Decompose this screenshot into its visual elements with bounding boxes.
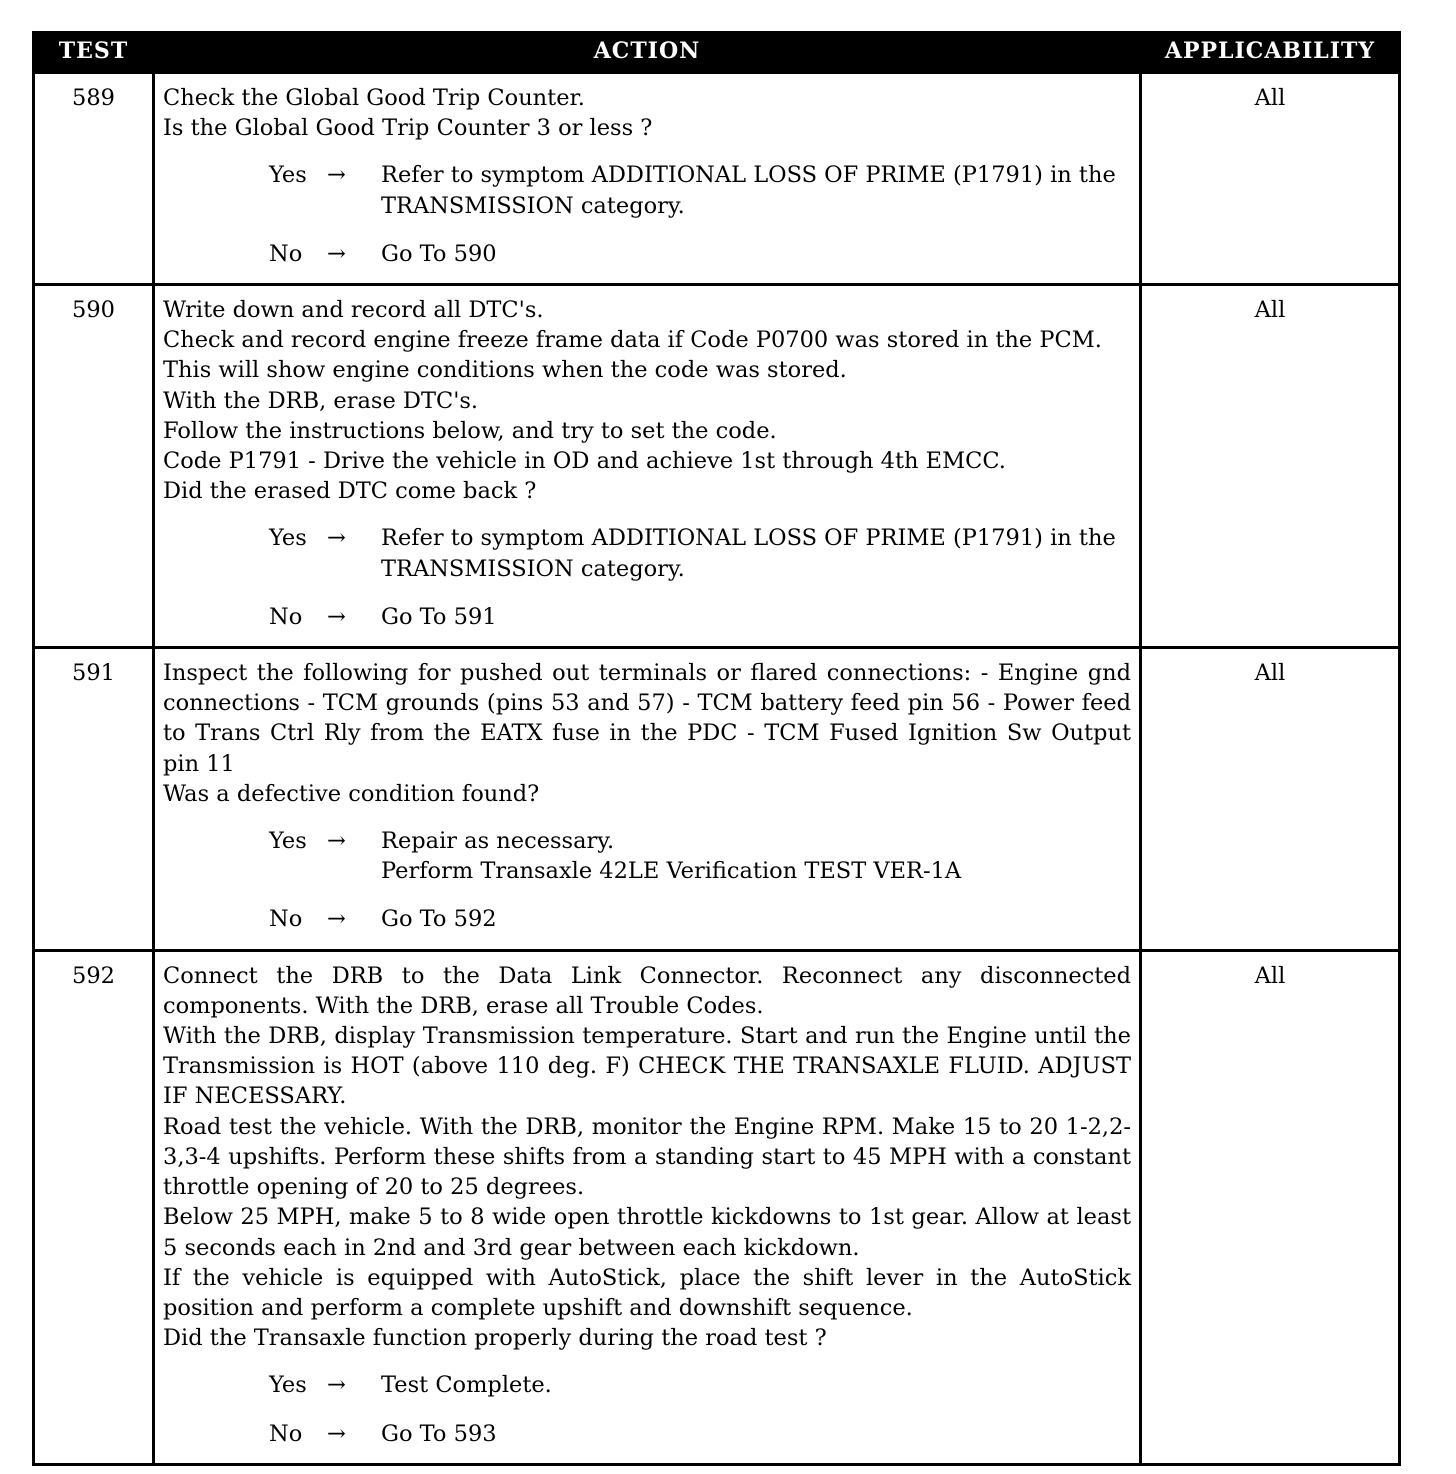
header-row — [34, 31, 1400, 73]
yes-result — [381, 1370, 1131, 1400]
yes-result — [381, 523, 1131, 583]
result-line: Perform Transaxle 42LE Verification TEST VER-1A — [381, 858, 962, 885]
no-result — [381, 904, 1131, 934]
action-cell — [154, 950, 1141, 1464]
outcome-list — [163, 160, 1131, 269]
result-line: Go To 593 — [381, 1420, 497, 1447]
action-text: Follow the instructions below, and try to set the code. — [163, 417, 777, 444]
header-test: TEST — [34, 31, 154, 73]
test-row-591 — [34, 648, 1400, 951]
applicability-cell: All — [1141, 950, 1400, 1464]
result-line: TRANSMISSION category. — [381, 192, 685, 219]
outcome-list — [163, 523, 1131, 632]
action-cell — [154, 285, 1141, 648]
action-text: Did the erased DTC come back ? — [163, 478, 537, 505]
action-text: Is the Global Good Trip Counter 3 or less ? — [163, 115, 653, 142]
action-cell — [154, 73, 1141, 285]
header-action: ACTION — [154, 31, 1141, 73]
yes-outcome — [163, 826, 1131, 886]
test-number: 592 — [34, 950, 154, 1464]
yes-label: Yes — [269, 525, 307, 552]
result-line: Go To 592 — [381, 906, 497, 933]
action-text: Below 25 MPH, make 5 to 8 wide open throttle kickdowns to 1st gear. Allow at least 5 seconds each in 2nd and 3rd gear between each kickdown. — [163, 1204, 1131, 1261]
action-text: Check and record engine freeze frame data if Code P0700 was stored in the PCM. — [163, 327, 1102, 354]
action-text: Did the Transaxle function properly during the road test ? — [163, 1325, 827, 1352]
result-line: Repair as necessary. — [381, 828, 615, 855]
no-label: No — [269, 1420, 303, 1447]
right-arrow-icon: → — [327, 1420, 346, 1447]
test-row-592 — [34, 950, 1400, 1464]
yes-label: Yes — [269, 162, 307, 189]
action-text: Check the Global Good Trip Counter. — [163, 85, 585, 111]
action-text: Write down and record all DTC's. — [163, 297, 544, 324]
result-line: Refer to symptom ADDITIONAL LOSS OF PRIME (P1791) in the — [381, 525, 1116, 552]
action-text: Was a defective condition found? — [163, 780, 540, 807]
no-label: No — [269, 240, 303, 267]
applicability-cell: All — [1141, 73, 1400, 285]
applicability-cell: All — [1141, 285, 1400, 648]
yes-outcome — [163, 160, 1131, 220]
no-label: No — [269, 603, 303, 630]
yes-result — [381, 160, 1131, 220]
result-line: Go To 591 — [381, 603, 497, 630]
action-text: With the DRB, display Transmission temperature. Start and run the Engine until the Transmission is HOT (above 110 deg. F) CHECK THE TRANSAXLE FLUID. ADJUST IF NECESSARY. — [163, 1023, 1131, 1110]
action-text: Road test the vehicle. With the DRB, monitor the Engine RPM. Make 15 to 20 1-2,2-3,3-4 upshifts. Perform these shifts from a standing start to 45 MPH with a constant throttle opening of 20 to 25 degrees. — [163, 1113, 1131, 1201]
no-result — [381, 602, 1131, 632]
diagnostic-test-table — [32, 31, 1401, 1466]
action-text: If the vehicle is equipped with AutoStick, place the shift lever in the AutoStick position and perform a complete upshift and downshift sequence. — [163, 1264, 1131, 1321]
test-row-590 — [34, 285, 1400, 648]
no-outcome — [163, 904, 1131, 934]
test-number: 589 — [34, 73, 154, 285]
test-number: 591 — [34, 648, 154, 951]
no-outcome — [163, 239, 1131, 269]
action-cell — [154, 648, 1141, 951]
outcome-list — [163, 826, 1131, 935]
right-arrow-icon: → — [327, 240, 346, 267]
action-text: Connect the DRB to the Data Link Connector. Reconnect any disconnected components. With the DRB, erase all Trouble Codes. — [163, 962, 1131, 1019]
action-text: Inspect the following for pushed out terminals or flared connections: - Engine gnd connections - TCM grounds (pins 53 and 57) - TCM battery feed pin 56 - Power feed to Trans Ctrl Rly from the EATX fuse in the PDC - TCM Fused Ignition Sw Output pin 11 — [163, 660, 1131, 777]
result-line: Refer to symptom ADDITIONAL LOSS OF PRIME (P1791) in the — [381, 162, 1116, 189]
no-result — [381, 239, 1131, 269]
table-body — [34, 73, 1400, 1465]
no-outcome — [163, 602, 1131, 632]
header-applicability: APPLICABILITY — [1141, 31, 1400, 73]
no-outcome — [163, 1419, 1131, 1449]
right-arrow-icon: → — [327, 906, 346, 933]
right-arrow-icon: → — [327, 525, 346, 552]
result-line: Go To 590 — [381, 240, 497, 267]
yes-label: Yes — [269, 1372, 307, 1399]
right-arrow-icon: → — [327, 162, 346, 189]
action-text: Code P1791 - Drive the vehicle in OD and achieve 1st through 4th EMCC. — [163, 448, 1006, 475]
no-result — [381, 1419, 1131, 1449]
applicability-cell: All — [1141, 648, 1400, 951]
right-arrow-icon: → — [327, 1372, 346, 1399]
yes-outcome — [163, 1370, 1131, 1400]
yes-outcome — [163, 523, 1131, 583]
test-row-589 — [34, 73, 1400, 285]
right-arrow-icon: → — [327, 828, 346, 855]
no-label: No — [269, 906, 303, 933]
table-header — [34, 31, 1400, 73]
action-text: With the DRB, erase DTC's. — [163, 387, 479, 414]
yes-result — [381, 826, 1131, 886]
outcome-list — [163, 1370, 1131, 1448]
yes-label: Yes — [269, 828, 307, 855]
action-text: This will show engine conditions when the code was stored. — [163, 357, 847, 384]
result-line: TRANSMISSION category. — [381, 555, 685, 582]
result-line: Test Complete. — [381, 1372, 552, 1399]
test-number: 590 — [34, 285, 154, 648]
right-arrow-icon: → — [327, 603, 346, 630]
